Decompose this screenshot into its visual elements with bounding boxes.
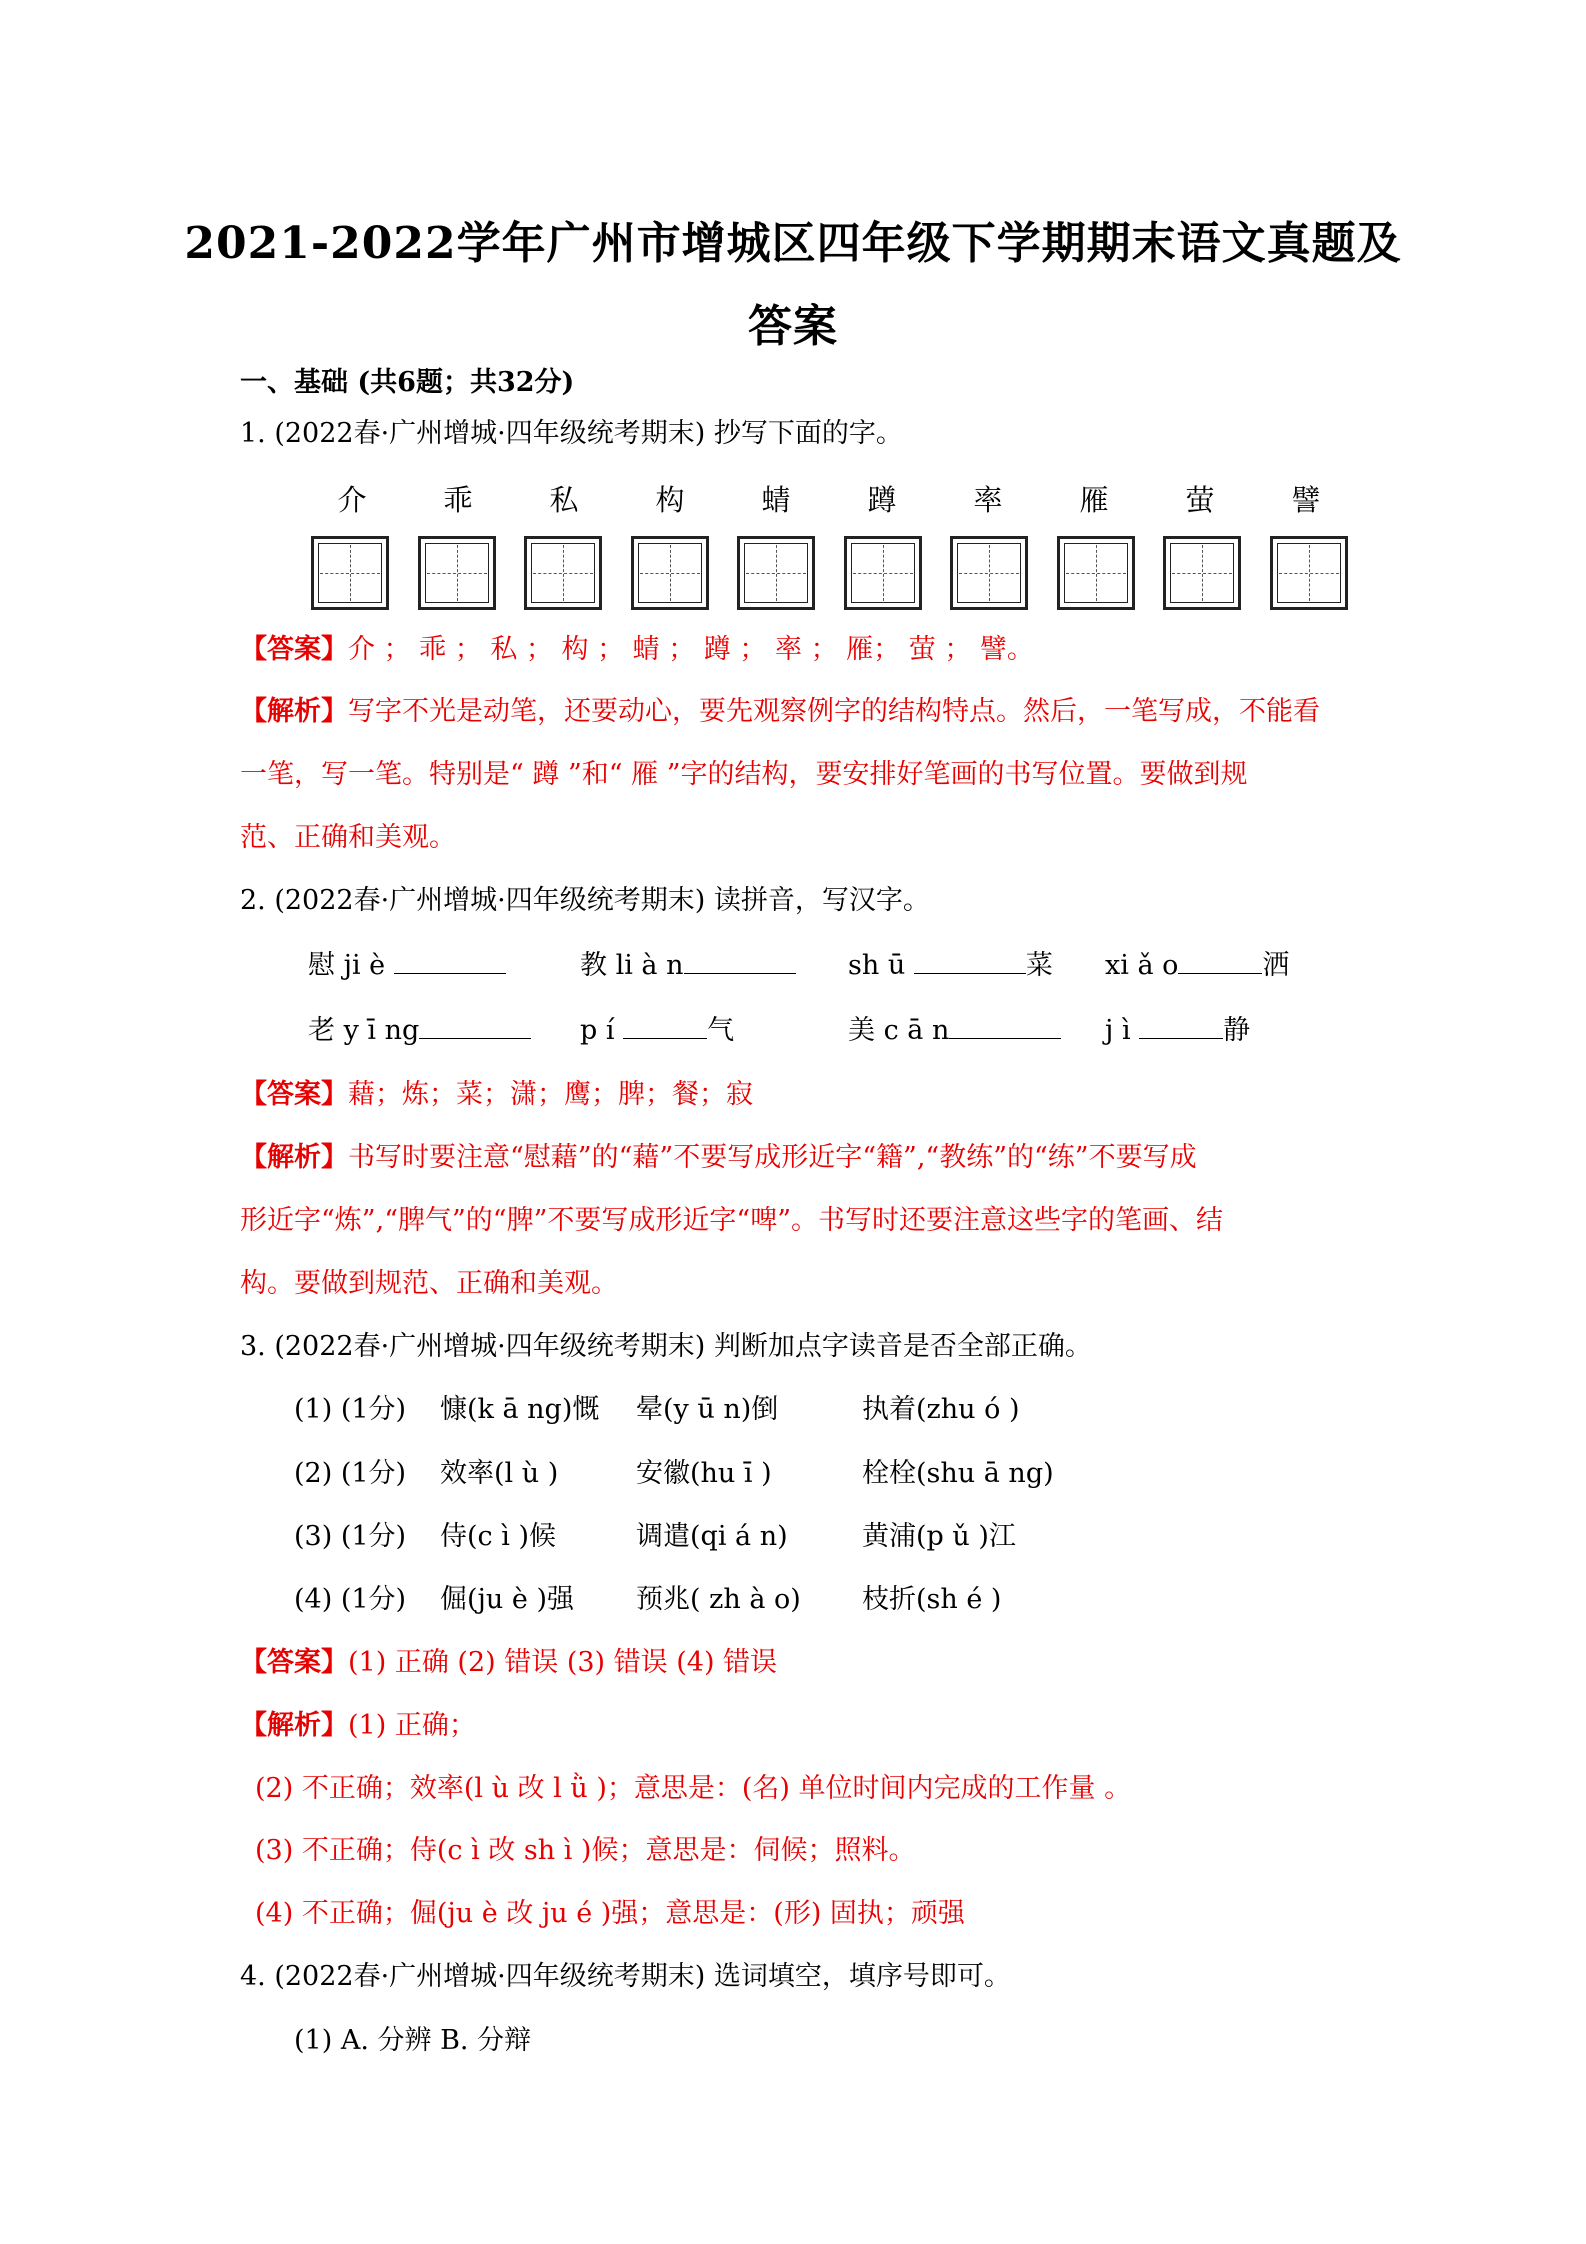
pinyin-item bbox=[848, 947, 1053, 984]
fill-blank[interactable] bbox=[623, 1012, 707, 1039]
question-3-stem: 3. (2022春·广州增城·四年级统考期末) 判断加点字读音是否全部正确。 bbox=[240, 1331, 1092, 1362]
pinyin-text: sh ū bbox=[848, 950, 914, 981]
q3-option: 安徽(hu ī ) bbox=[636, 1458, 772, 1489]
fill-blank[interactable] bbox=[1139, 1012, 1223, 1039]
writing-grid-box[interactable] bbox=[844, 536, 922, 610]
q3-option: 枝折(sh é ) bbox=[862, 1584, 1002, 1615]
analysis-text: 形近字“炼”,“脾气”的“脾”不要写成形近字“啤”。书写时还要注意这些字的笔画、结 bbox=[240, 1205, 1224, 1236]
writing-grid-box[interactable] bbox=[1057, 536, 1135, 610]
pinyin-text: xi ǎ o bbox=[1105, 950, 1179, 981]
q3-option: 调遣(qi á n) bbox=[636, 1521, 788, 1552]
q3-option: 慷(k ā ng)慨 bbox=[440, 1394, 600, 1425]
pinyin-text: 美 c ā n bbox=[848, 1015, 950, 1046]
fill-blank[interactable] bbox=[949, 1012, 1061, 1039]
pinyin-item bbox=[1105, 947, 1289, 984]
analysis-tag: 【解析】 bbox=[240, 1710, 348, 1741]
answer-text: 藉；炼；菜；潇；鹰；脾；餐；寂 bbox=[348, 1079, 753, 1110]
copy-char: 譬 bbox=[1291, 483, 1321, 517]
analysis-text: (1) 正确； bbox=[348, 1710, 476, 1741]
analysis-text: 写字不光是动笔，还要动心，要先观察例字的结构特点。然后，一笔写成，不能看 bbox=[348, 696, 1320, 727]
answer-tag: 【答案】 bbox=[240, 1647, 348, 1678]
writing-grid-box[interactable] bbox=[311, 536, 389, 610]
pinyin-suffix: 洒 bbox=[1262, 950, 1290, 981]
q3-option: 黄浦(p ǔ )江 bbox=[862, 1521, 1016, 1552]
pinyin-text: 慰 ji è bbox=[308, 950, 394, 981]
answer-text: (1) 正确 (2) 错误 (3) 错误 (4) 错误 bbox=[348, 1647, 778, 1678]
copy-char: 雁 bbox=[1079, 483, 1109, 517]
copy-char: 萤 bbox=[1185, 483, 1215, 517]
analysis-tag: 【解析】 bbox=[240, 1142, 348, 1173]
q3-option: 倔(ju è )强 bbox=[440, 1584, 574, 1615]
copy-char: 私 bbox=[549, 483, 579, 517]
copy-char: 乖 bbox=[443, 483, 473, 517]
pinyin-suffix: 菜 bbox=[1025, 950, 1053, 981]
analysis-text: (2) 不正确；效率(l ù 改 l ǜ )；意思是：(名) 单位时间内完成的工作量 。 bbox=[255, 1773, 1132, 1804]
question-2-answer bbox=[240, 1077, 753, 1113]
pinyin-suffix: 静 bbox=[1223, 1015, 1251, 1046]
pinyin-item bbox=[580, 947, 796, 984]
writing-grid-box[interactable] bbox=[631, 536, 709, 610]
question-1-answer bbox=[240, 632, 1034, 668]
fill-blank[interactable] bbox=[1178, 947, 1262, 974]
q3-option: 预兆( zh à o) bbox=[636, 1584, 801, 1615]
writing-grid-box[interactable] bbox=[1163, 536, 1241, 610]
q3-option: 效率(l ù ) bbox=[440, 1458, 559, 1489]
analysis-text: 范、正确和美观。 bbox=[240, 822, 456, 853]
q3-item-number: (1) (1分) bbox=[294, 1394, 407, 1425]
writing-grid-box[interactable] bbox=[1270, 536, 1348, 610]
page-title-line2: 答案 bbox=[748, 301, 838, 352]
pinyin-item bbox=[848, 1012, 1061, 1049]
question-2-analysis bbox=[240, 1140, 1197, 1176]
writing-grid-box[interactable] bbox=[737, 536, 815, 610]
pinyin-text: p í bbox=[580, 1015, 624, 1046]
question-4-stem: 4. (2022春·广州增城·四年级统考期末) 选词填空，填序号即可。 bbox=[240, 1961, 1011, 1992]
copy-char: 蜻 bbox=[761, 483, 791, 517]
pinyin-text: 教 li à n bbox=[580, 950, 684, 981]
q3-option: 执着(zhu ó ) bbox=[862, 1394, 1020, 1425]
q3-option: 栓栓(shu ā ng) bbox=[862, 1458, 1054, 1489]
analysis-text: 构。要做到规范、正确和美观。 bbox=[240, 1268, 618, 1299]
analysis-text: 书写时要注意“慰藉”的“藉”不要写成形近字“籍”,“教练”的“练”不要写成 bbox=[348, 1142, 1197, 1173]
q4-item: (1) A. 分辨 B. 分辩 bbox=[294, 2025, 532, 2056]
q3-item-number: (2) (1分) bbox=[294, 1458, 407, 1489]
fill-blank[interactable] bbox=[419, 1012, 531, 1039]
fill-blank[interactable] bbox=[684, 947, 796, 974]
page-title-line1: 2021-2022学年广州市增城区四年级下学期期末语文真题及 bbox=[184, 218, 1402, 269]
analysis-text: (4) 不正确；倔(ju è 改 ju é )强；意思是：(形) 固执；顽强 bbox=[255, 1898, 965, 1929]
copy-char: 率 bbox=[973, 483, 1003, 517]
analysis-tag: 【解析】 bbox=[240, 696, 348, 727]
answer-text: 介 ； 乖 ； 私 ； 构 ； 蜻 ； 蹲 ； 率 ； 雁； 萤 ； 譬。 bbox=[348, 634, 1034, 665]
analysis-text: (3) 不正确；侍(c ì 改 sh ì )候；意思是：伺候；照料。 bbox=[255, 1835, 916, 1866]
copy-char: 蹲 bbox=[867, 483, 897, 517]
analysis-text: 一笔，写一笔。特别是“ 蹲 ”和“ 雁 ”字的结构，要安排好笔画的书写位置。要做到规 bbox=[240, 759, 1248, 790]
pinyin-item bbox=[308, 947, 506, 984]
q3-option: 侍(c ì )候 bbox=[440, 1521, 556, 1552]
writing-grid-box[interactable] bbox=[418, 536, 496, 610]
answer-tag: 【答案】 bbox=[240, 634, 348, 665]
writing-grid-box[interactable] bbox=[524, 536, 602, 610]
q3-item-number: (3) (1分) bbox=[294, 1521, 407, 1552]
pinyin-item bbox=[1105, 1012, 1250, 1049]
question-1-analysis bbox=[240, 694, 1320, 730]
q3-item-number: (4) (1分) bbox=[294, 1584, 407, 1615]
question-1-stem: 1. (2022春·广州增城·四年级统考期末) 抄写下面的字。 bbox=[240, 418, 903, 449]
pinyin-item bbox=[308, 1012, 531, 1049]
question-3-analysis bbox=[240, 1708, 476, 1744]
question-3-answer bbox=[240, 1645, 777, 1681]
pinyin-text: j ì bbox=[1105, 1015, 1140, 1046]
section-heading: 一、基础 (共6题；共32分) bbox=[240, 367, 575, 398]
answer-tag: 【答案】 bbox=[240, 1079, 348, 1110]
pinyin-item bbox=[580, 1012, 734, 1049]
copy-char: 构 bbox=[655, 483, 685, 517]
pinyin-text: 老 y ī ng bbox=[308, 1015, 420, 1046]
fill-blank[interactable] bbox=[914, 947, 1026, 974]
q3-option: 晕(y ū n)倒 bbox=[636, 1394, 779, 1425]
writing-grid-box[interactable] bbox=[950, 536, 1028, 610]
copy-char: 介 bbox=[337, 483, 367, 517]
pinyin-suffix: 气 bbox=[707, 1015, 735, 1046]
fill-blank[interactable] bbox=[394, 947, 506, 974]
question-2-stem: 2. (2022春·广州增城·四年级统考期末) 读拼音，写汉字。 bbox=[240, 885, 930, 916]
